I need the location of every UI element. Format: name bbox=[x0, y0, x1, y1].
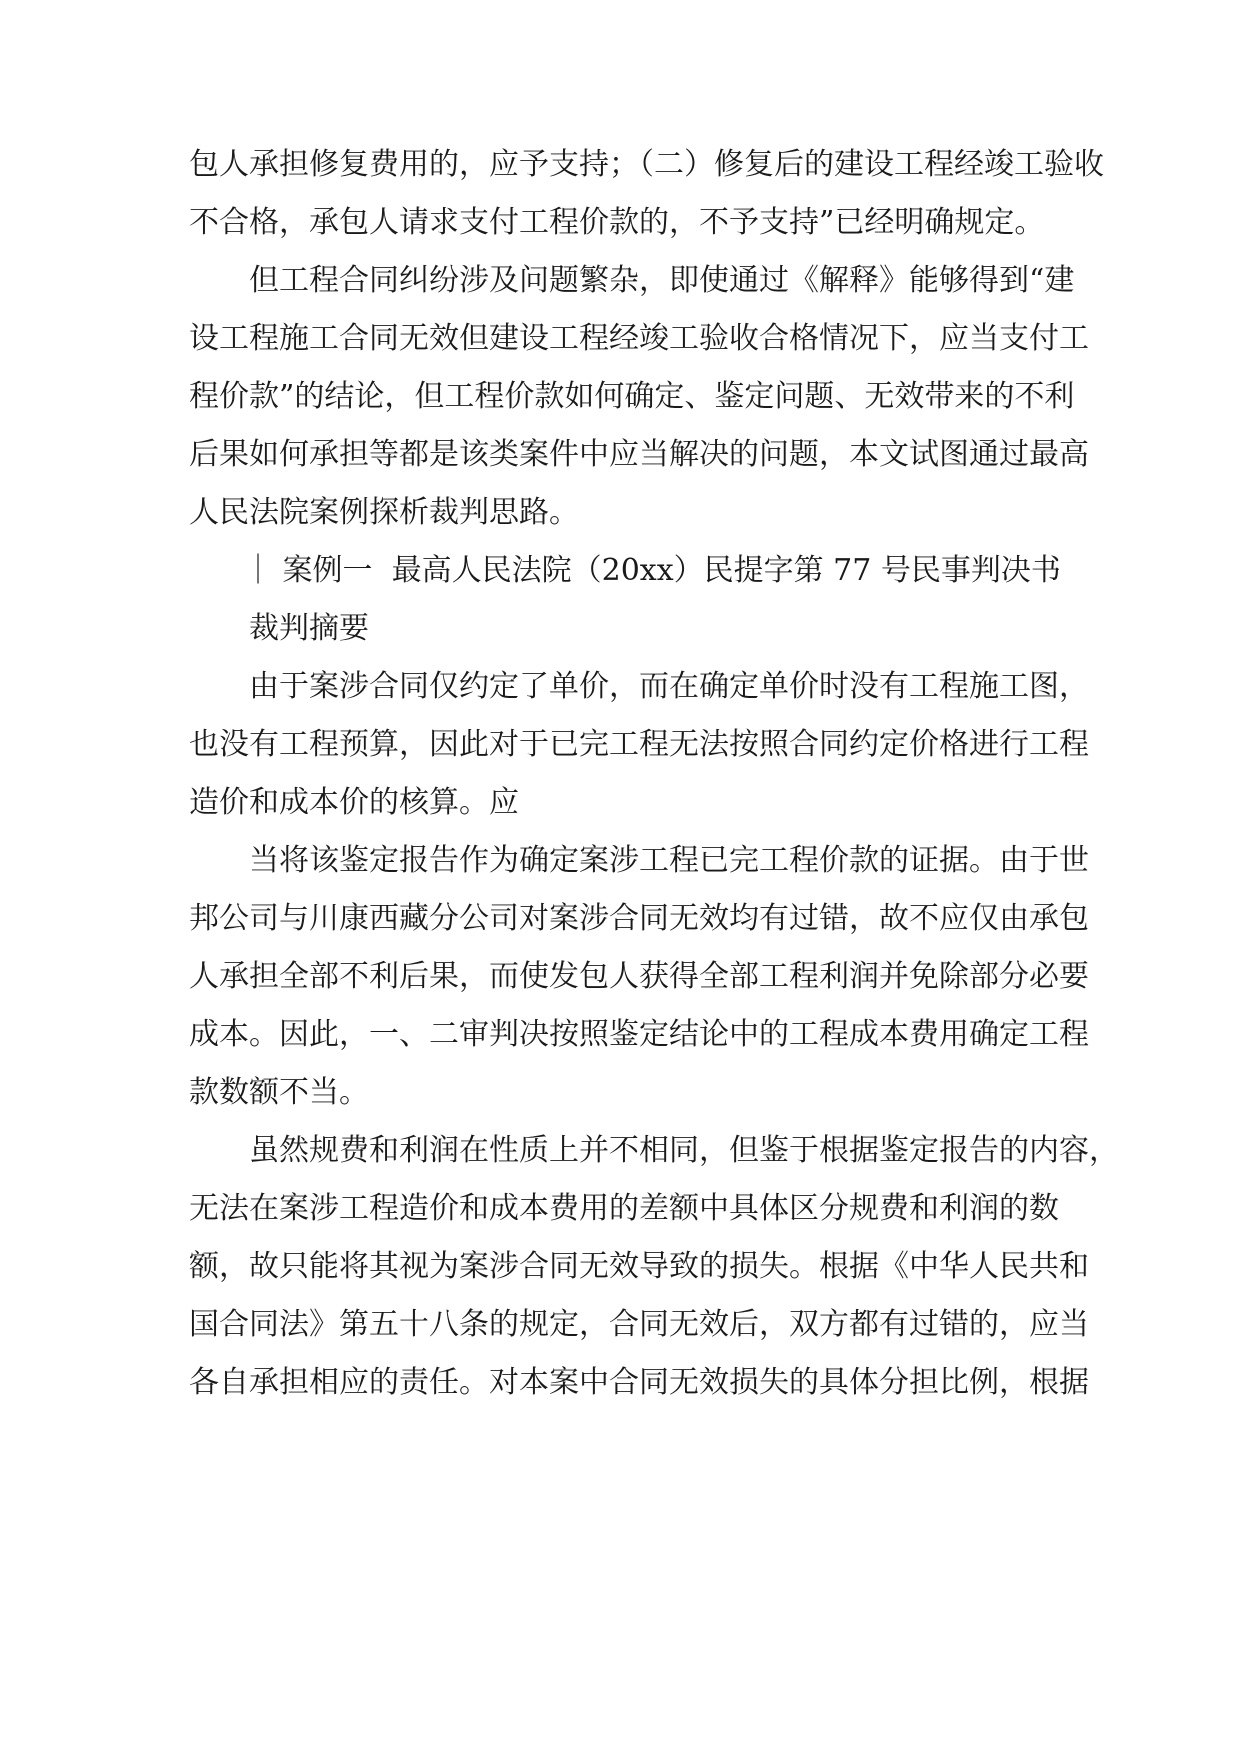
text-line: 虽然规费和利润在性质上并不相同，但鉴于根据鉴定报告的内容， bbox=[249, 1133, 1119, 1168]
text-line: 额，故只能将其视为案涉合同无效导致的损失。根据《中华人民共和 bbox=[189, 1249, 1089, 1284]
text-line: 设工程施工合同无效但建设工程经竣工验收合格情况下，应当支付工 bbox=[189, 321, 1089, 356]
text-line: 人民法院案例探析裁判思路。 bbox=[189, 495, 579, 530]
text-line: 当将该鉴定报告作为确定案涉工程已完工程价款的证据。由于世 bbox=[249, 843, 1089, 878]
text-line: 也没有工程预算，因此对于已完工程无法按照合同约定价格进行工程 bbox=[189, 727, 1089, 762]
text-line: 由于案涉合同仅约定了单价，而在确定单价时没有工程施工图， bbox=[249, 669, 1089, 704]
section-heading: 裁判摘要 bbox=[249, 611, 369, 646]
text-line: 造价和成本价的核算。应 bbox=[189, 785, 519, 820]
text-line: 人承担全部不利后果，而使发包人获得全部工程利润并免除部分必要 bbox=[189, 959, 1089, 994]
text-line: 无法在案涉工程造价和成本费用的差额中具体区分规费和利润的数 bbox=[189, 1191, 1059, 1226]
text-line: 但工程合同纠纷涉及问题繁杂，即使通过《解释》能够得到“建 bbox=[249, 263, 1075, 298]
text-line: 款数额不当。 bbox=[189, 1075, 369, 1110]
text-line: 包人承担修复费用的，应予支持；（二）修复后的建设工程经竣工验收 bbox=[189, 147, 1104, 182]
text-line: 成本。因此，一、二审判决按照鉴定结论中的工程成本费用确定工程 bbox=[189, 1017, 1089, 1052]
text-line: 邦公司与川康西藏分公司对案涉合同无效均有过错，故不应仅由承包 bbox=[189, 901, 1089, 936]
text-line: 程价款”的结论，但工程价款如何确定、鉴定问题、无效带来的不利 bbox=[189, 379, 1075, 414]
text-line: 不合格，承包人请求支付工程价款的，不予支持”已经明确规定。 bbox=[189, 205, 1045, 240]
text-line: 国合同法》第五十八条的规定，合同无效后，双方都有过错的，应当 bbox=[189, 1307, 1089, 1342]
text-line: 各自承担相应的责任。对本案中合同无效损失的具体分担比例，根据 bbox=[189, 1365, 1089, 1400]
case-heading: ｜ 案例一 最高人民法院（20xx）民提字第 77 号民事判决书 bbox=[243, 553, 1061, 588]
text-line: 后果如何承担等都是该类案件中应当解决的问题，本文试图通过最高 bbox=[189, 437, 1089, 472]
